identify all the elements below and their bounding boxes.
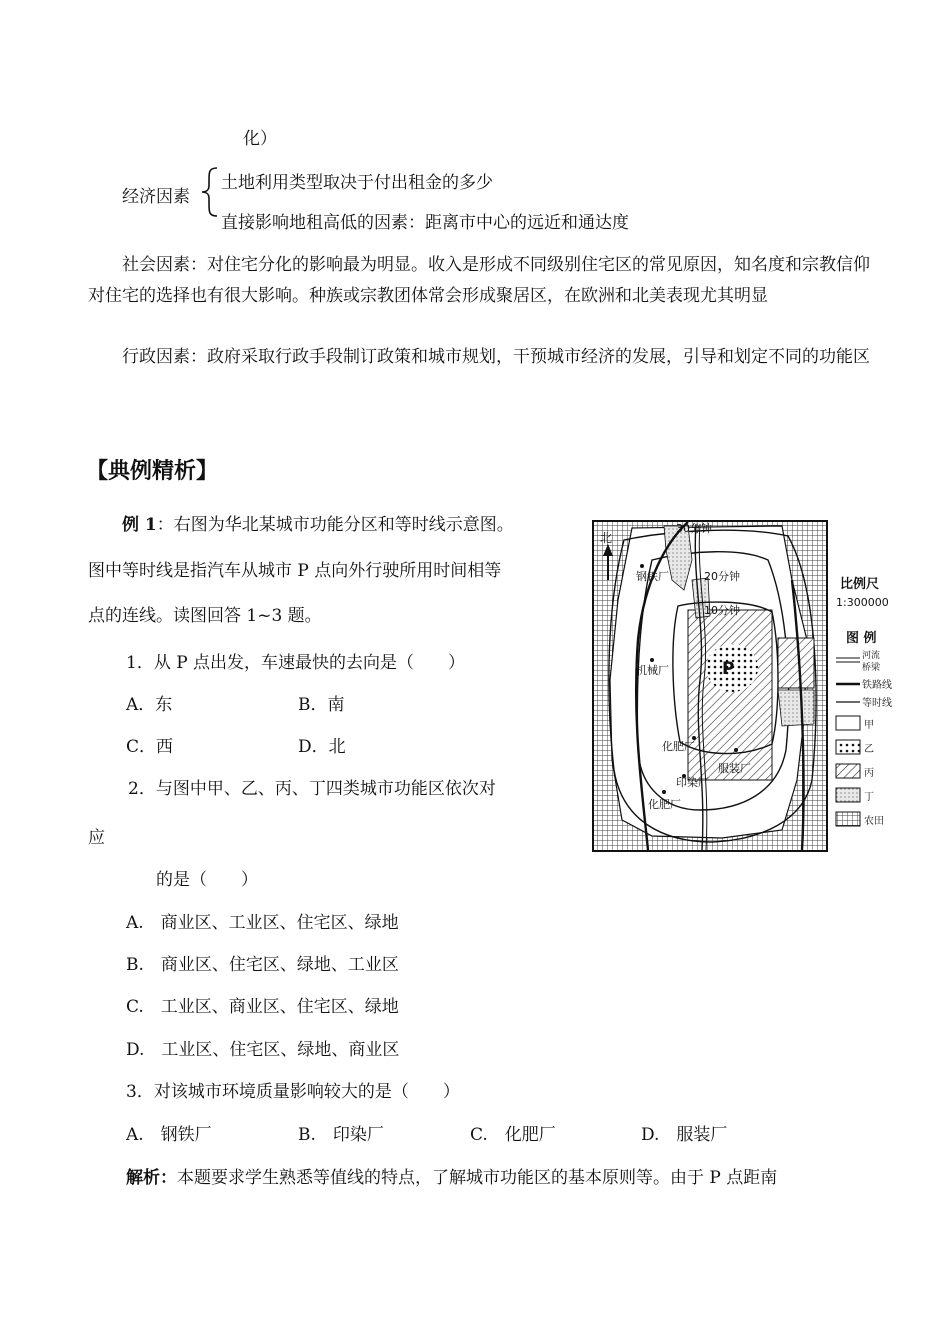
continuation-text: 化） — [243, 129, 277, 149]
factory-garment: 服装厂 — [718, 762, 751, 775]
city-function-map — [592, 520, 898, 852]
question-1-option-c: C．西 — [126, 737, 174, 757]
legend-title: 图 例 — [846, 631, 877, 646]
question-2-option-a: A. 商业区、工业区、住宅区、绿地 — [126, 913, 399, 933]
economic-line-2: 直接影响地租高低的因素：距离市中心的远近和通达度 — [221, 213, 629, 233]
question-2-option-b: B. 商业区、住宅区、绿地、工业区 — [126, 955, 399, 975]
question-2-stem-wrap: 应 — [88, 828, 105, 848]
factory-chemical-fertilizer: 化肥厂 — [662, 740, 695, 753]
question-2-option-d: D. 工业区、住宅区、绿地、商业区 — [126, 1040, 400, 1060]
question-3-option-c: C. 化肥厂 — [470, 1125, 556, 1145]
social-factor-paragraph: 社会因素：对住宅分化的影响最为明显。收入是形成不同级别住宅区的常见原因，知名度和宗教信仰对住宅的选择也有很大影响。种族或宗教团体常会形成聚居区，在欧洲和北美表现尤其明显 — [88, 255, 870, 306]
question-1-stem: 1．从 P 点出发，车速最快的去向是（ ） — [126, 653, 466, 673]
admin-factor-paragraph: 行政因素：政府采取行政手段制订政策和城市规划，干预城市经济的发展，引导和划定不同的功能区 — [122, 347, 870, 367]
example-intro-line-2: 图中等时线是指汽车从城市 P 点向外行驶所用时间相等 — [88, 561, 502, 581]
legend-jia: 甲 — [864, 720, 874, 731]
question-3-option-a: A. 钢铁厂 — [126, 1125, 212, 1145]
legend-bing: 丙 — [864, 768, 874, 779]
analysis-line: 解析：本题要求学生熟悉等值线的特点，了解城市功能区的基本原则等。由于 P 点距南 — [126, 1168, 778, 1188]
legend-river: 河流 — [862, 651, 881, 661]
scale-value: 1:300000 — [836, 596, 889, 609]
question-1-option-d: D．北 — [298, 737, 346, 757]
example-label: 例 1 — [122, 515, 157, 535]
factory-dyeing: 印染厂 — [676, 776, 709, 789]
question-2-stem: 2．与图中甲、乙、丙、丁四类城市功能区依次对 — [128, 779, 496, 799]
brace-icon — [199, 166, 219, 218]
question-3-option-b: B. 印染厂 — [298, 1125, 384, 1145]
legend-ding: 丁 — [864, 792, 874, 803]
question-3-stem: 3．对该城市环境质量影响较大的是（ ） — [126, 1082, 460, 1102]
analysis-label: 解析： — [126, 1168, 177, 1188]
factory-machinery: 机械厂 — [636, 664, 669, 677]
factory-fertilizer: 化肥厂 — [648, 798, 681, 811]
isochrone-label-10: 10分钟 — [704, 604, 740, 617]
question-2-option-c: C. 工业区、商业区、住宅区、绿地 — [126, 997, 399, 1017]
question-2-stem-end: 的是（ ） — [156, 870, 258, 890]
legend-farmland: 农田 — [864, 816, 884, 827]
scale-label: 比例尺 — [840, 577, 880, 592]
example-intro-line-3: 点的连线。读图回答 1~3 题。 — [88, 606, 322, 626]
isochrone-label-30: 30分钟 — [676, 522, 712, 535]
legend-isochrone: 等时线 — [862, 698, 892, 709]
isochrone-label-20: 20分钟 — [704, 570, 740, 583]
legend-yi: 乙 — [864, 744, 874, 755]
map-center-p: P — [722, 659, 735, 679]
map-north-label: 北 — [600, 531, 613, 545]
legend-bridge: 桥梁 — [862, 663, 881, 673]
example-intro-line-1: 例 1：右图为华北某城市功能分区和等时线示意图。 — [122, 515, 514, 535]
economic-line-1: 土地利用类型取决于付出租金的多少 — [221, 173, 493, 193]
section-title: 【典例精析】 — [86, 458, 219, 484]
question-1-option-b: B．南 — [298, 695, 345, 715]
economic-factor-label: 经济因素 — [122, 187, 190, 207]
question-3-option-d: D. 服装厂 — [641, 1125, 728, 1145]
factory-steel: 钢铁厂 — [636, 570, 669, 583]
question-1-option-a: A．东 — [126, 695, 173, 715]
legend-railway: 铁路线 — [862, 680, 892, 691]
